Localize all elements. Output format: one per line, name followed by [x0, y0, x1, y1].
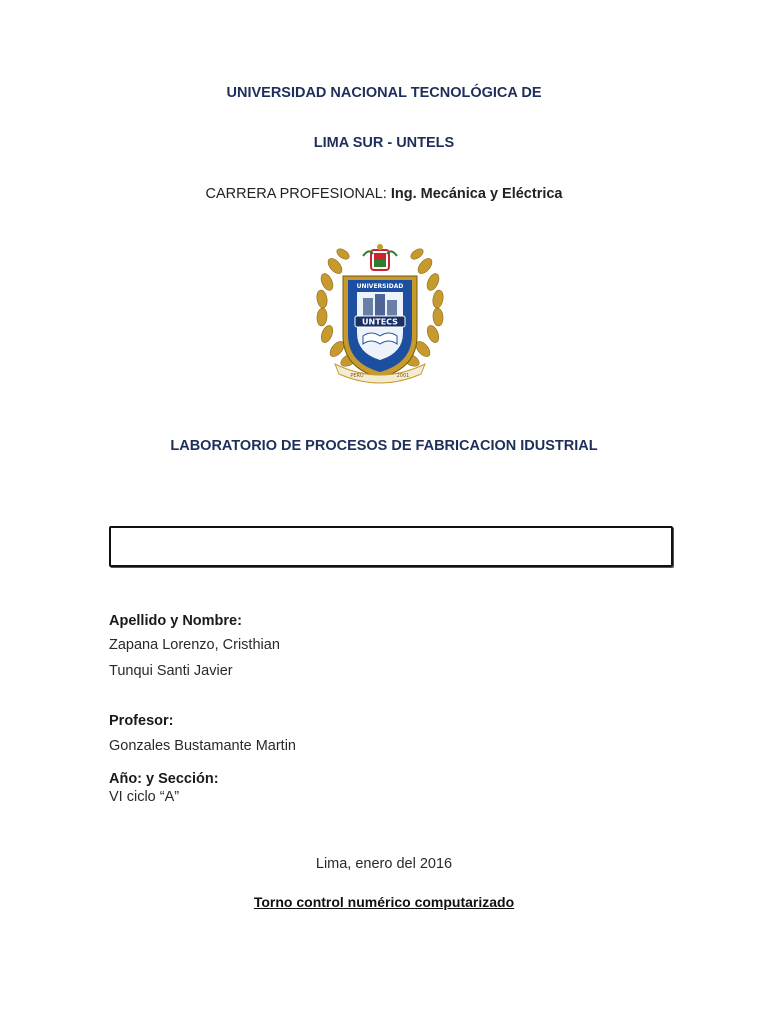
crest-icon: [313, 236, 447, 388]
professor-label: Profesor:: [109, 713, 174, 729]
crest-bottom-right: 2001: [396, 373, 410, 379]
year-section-value: VI ciclo “A”: [109, 789, 180, 805]
professor-name: Gonzales Bustamante Martin: [109, 738, 296, 754]
student-name-2: Tunqui Santi Javier: [109, 663, 233, 679]
crest-banner-text: UNTECS: [362, 317, 398, 327]
career-line: [0, 186, 768, 202]
place-date: Lima, enero del 2016: [315, 856, 453, 872]
title-input-box: [109, 526, 673, 567]
year-section-label: Año: y Sección:: [109, 771, 219, 787]
career-value: Ing. Mecánica y Eléctrica: [390, 186, 563, 202]
crest-top-text: UNIVERSIDAD: [356, 283, 404, 290]
topic-title: Torno control numérico computarizado: [253, 894, 515, 910]
students-label: Apellido y Nombre:: [109, 613, 242, 629]
crest-bottom-left: PERÚ: [350, 373, 364, 379]
topic-line: [0, 894, 768, 912]
career-label: CARRERA PROFESIONAL:: [205, 186, 391, 202]
university-logo: [313, 236, 447, 388]
university-name-line1: UNIVERSIDAD NACIONAL TECNOLÓGICA DE: [226, 85, 542, 101]
university-name-line2: LIMA SUR - UNTELS: [313, 135, 455, 151]
lab-title: LABORATORIO DE PROCESOS DE FABRICACION IDUSTRIAL: [170, 438, 598, 454]
student-name-1: Zapana Lorenzo, Cristhian: [109, 637, 280, 653]
